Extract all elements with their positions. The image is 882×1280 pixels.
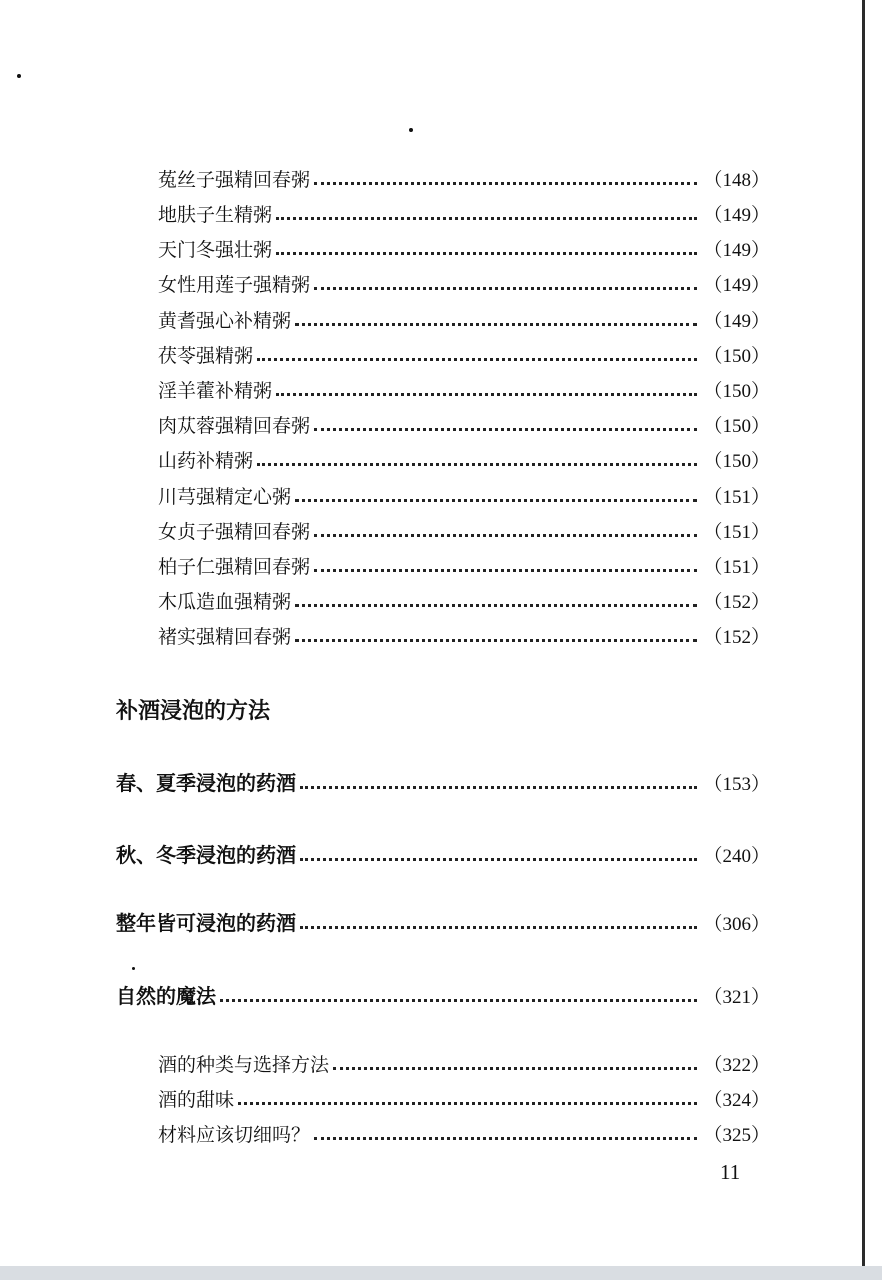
dot-leader [314, 1137, 697, 1140]
toc-entry-title: 自然的魔法 [116, 984, 216, 1008]
toc-entry-title: 酒的甜味 [158, 1089, 235, 1111]
page-number: 11 [720, 1160, 741, 1184]
toc-main-entry [116, 838, 770, 868]
toc-entry-page: （150） [703, 416, 770, 437]
dot-leader [276, 393, 697, 396]
toc-entry-page: （150） [703, 381, 770, 402]
dot-leader [300, 786, 697, 789]
toc-entry [158, 375, 770, 403]
dot-leader [276, 217, 697, 220]
toc-entry-title: 黄耆强心补精粥 [158, 310, 292, 332]
toc-entry-title: 木瓜造血强精粥 [158, 591, 292, 613]
section-heading: 补酒浸泡的方法 [116, 699, 271, 724]
toc-entry-title: 菟丝子强精回春粥 [158, 169, 311, 191]
dot-leader [238, 1102, 697, 1105]
toc-entry-page: （151） [703, 487, 770, 508]
dot-leader [333, 1067, 697, 1070]
toc-entry-page: （306） [703, 914, 770, 935]
toc-entry-title: 淫羊藿补精粥 [158, 380, 273, 402]
toc-entry-title: 女贞子强精回春粥 [158, 521, 311, 543]
toc-entry-page: （152） [703, 592, 770, 613]
dot-leader [295, 639, 697, 642]
toc-entry-page: （149） [703, 240, 770, 261]
dot-leader [314, 287, 697, 290]
dot-leader [257, 358, 697, 361]
toc-entry [158, 481, 770, 509]
toc-entry-page: （148） [703, 170, 770, 191]
toc-entry-page: （149） [703, 205, 770, 226]
dot-leader [220, 999, 697, 1002]
toc-entry-title: 山药补精粥 [158, 450, 254, 472]
toc-main-entry [116, 979, 770, 1009]
toc-entry [158, 1119, 770, 1147]
dot-leader [300, 858, 697, 861]
toc-main-entry [116, 766, 770, 796]
toc-entry-page: （152） [703, 627, 770, 648]
toc-entry-title: 川芎强精定心粥 [158, 486, 292, 508]
dot-leader [295, 604, 697, 607]
page-edge-shadow [862, 0, 865, 1266]
toc-entry-page: （150） [703, 346, 770, 367]
toc-entry-title: 柏子仁强精回春粥 [158, 556, 311, 578]
scan-speck [409, 128, 413, 132]
toc-entry [158, 586, 770, 614]
toc-main-entry [116, 906, 770, 936]
toc-entry [158, 305, 770, 333]
toc-entry-title: 肉苁蓉强精回春粥 [158, 415, 311, 437]
toc-entry-page: （149） [703, 275, 770, 296]
toc-entry-page: （325） [703, 1125, 770, 1146]
toc-entry-title: 春、夏季浸泡的药酒 [116, 771, 296, 795]
toc-entry-title: 材料应该切细吗？ [158, 1124, 311, 1146]
dot-leader [314, 534, 697, 537]
toc-entry [158, 1084, 770, 1112]
toc-entry-title: 秋、冬季浸泡的药酒 [116, 843, 296, 867]
toc-entry-page: （149） [703, 311, 770, 332]
dot-leader [295, 499, 697, 502]
dot-leader [314, 569, 697, 572]
dot-leader [276, 252, 697, 255]
toc-entry-title: 整年皆可浸泡的药酒 [116, 911, 296, 935]
scan-speck [132, 967, 135, 970]
toc-entry-page: （240） [703, 846, 770, 867]
toc-entry-title: 褚实强精回春粥 [158, 626, 292, 648]
dot-leader [300, 926, 697, 929]
toc-entry [158, 269, 770, 297]
toc-entry [158, 516, 770, 544]
toc-entry-page: （324） [703, 1090, 770, 1111]
toc-entry-page: （150） [703, 451, 770, 472]
toc-entry-page: （151） [703, 557, 770, 578]
toc-entry [158, 164, 770, 192]
toc-entry [158, 340, 770, 368]
toc-entry [158, 1049, 770, 1077]
dot-leader [314, 428, 697, 431]
dot-leader [295, 323, 697, 326]
toc-entry [158, 234, 770, 262]
toc-entry-page: （153） [703, 774, 770, 795]
toc-entry-title: 天门冬强壮粥 [158, 239, 273, 261]
dot-leader [314, 182, 697, 185]
scan-speck [17, 74, 21, 78]
toc-entry-page: （321） [703, 987, 770, 1008]
scan-bottom-band [0, 1266, 882, 1280]
toc-entry-title: 女性用莲子强精粥 [158, 274, 311, 296]
toc-entry [158, 410, 770, 438]
toc-entry-title: 茯苓强精粥 [158, 345, 254, 367]
toc-entry [158, 621, 770, 649]
toc-entry-page: （322） [703, 1055, 770, 1076]
toc-entry [158, 199, 770, 227]
toc-entry-page: （151） [703, 522, 770, 543]
dot-leader [257, 463, 697, 466]
toc-entry [158, 445, 770, 473]
toc-entry [158, 551, 770, 579]
toc-entry-title: 酒的种类与选择方法 [158, 1054, 330, 1076]
toc-entry-title: 地肤子生精粥 [158, 204, 273, 226]
